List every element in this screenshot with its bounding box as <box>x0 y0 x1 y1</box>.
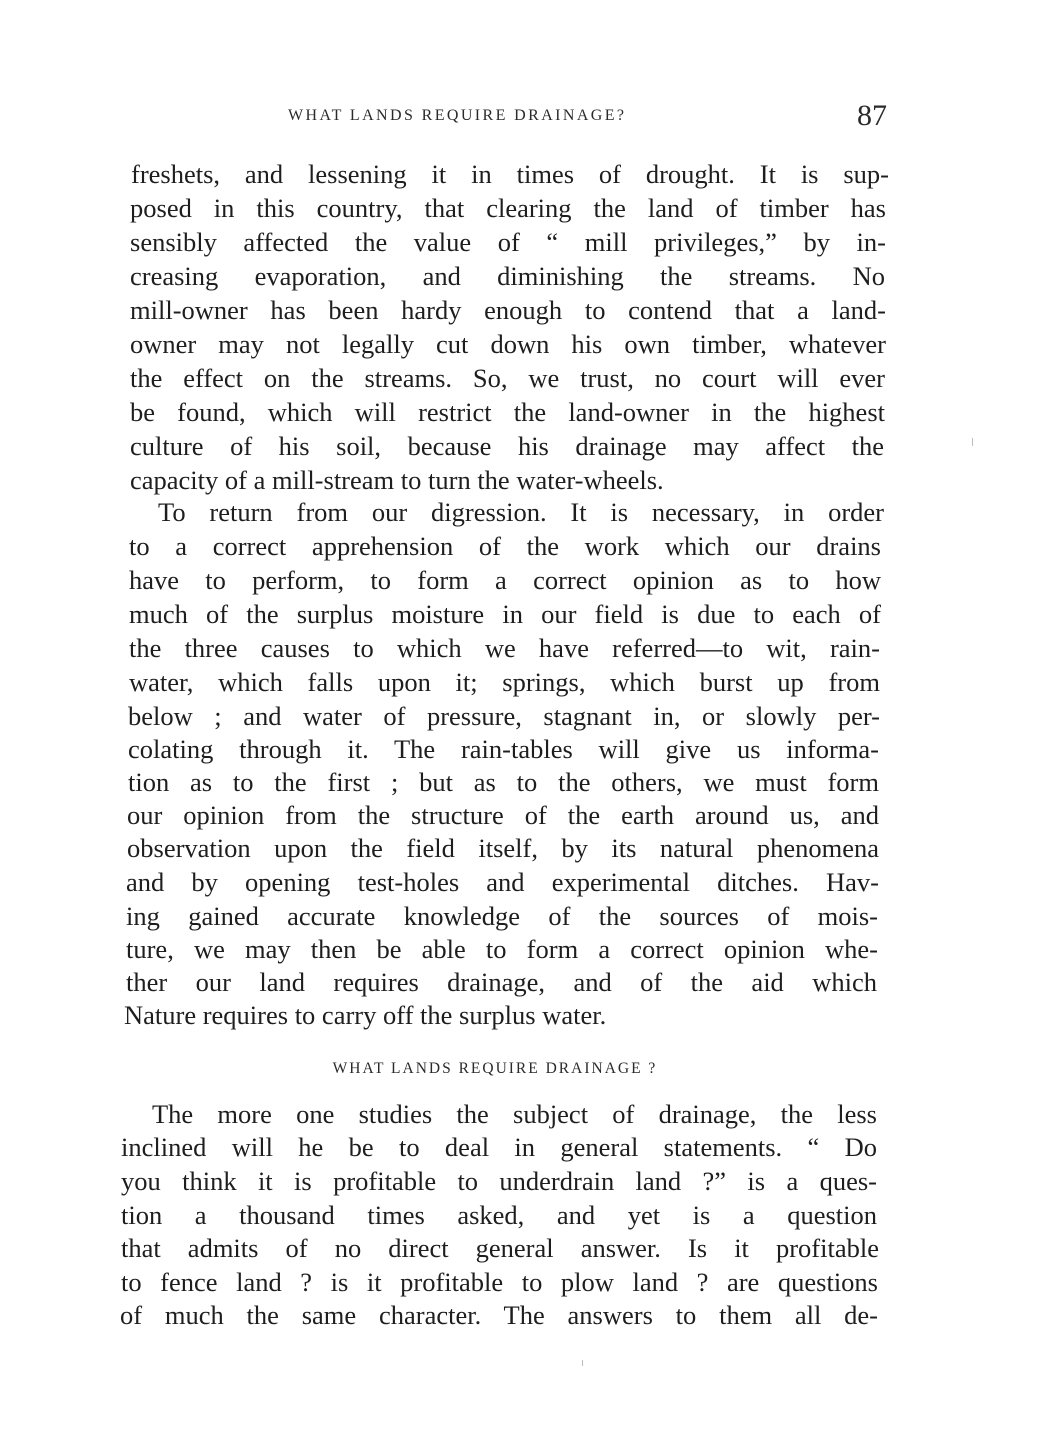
text-line: sensibly affected the value of “ mill privileges,” by in- <box>130 227 886 257</box>
text-line: observation upon the field itself, by its natural phenomena <box>127 833 879 863</box>
scan-mark <box>582 1360 583 1366</box>
text-line: tion a thousand times asked, and yet is a question <box>121 1200 877 1230</box>
text-line: Nature requires to carry off the surplus water. <box>124 1000 607 1030</box>
text-line: the effect on the streams. So, we trust, no court will ever <box>130 363 885 393</box>
text-line: to fence land ? is it profitable to plow land ? are questions <box>121 1267 878 1297</box>
text-line: ing gained accurate knowledge of the sources of mois- <box>126 901 878 931</box>
text-line: freshets, and lessening it in times of drought. It is sup- <box>131 159 889 189</box>
text-line: to a correct apprehension of the work which our drains <box>129 531 881 561</box>
text-line: mill-owner has been hardy enough to contend that a land- <box>130 295 886 325</box>
text-line: posed in this country, that clearing the land of timber has <box>130 193 886 223</box>
text-line: you think it is profitable to underdrain land ?” is a ques- <box>121 1166 877 1196</box>
text-line: that admits of no direct general answer. Is it profitable <box>121 1233 879 1263</box>
running-head <box>120 99 890 137</box>
running-title: WHAT LANDS REQUIRE DRAINAGE? <box>288 107 627 124</box>
scan-mark <box>972 438 973 446</box>
text-line: below ; and water of pressure, stagnant in, or slowly per- <box>128 701 880 731</box>
text-line: culture of his soil, because his drainage may affect the <box>130 431 884 461</box>
text-line: the three causes to which we have referred—to wit, rain- <box>129 633 880 663</box>
text-line: water, which falls upon it; springs, which burst up from <box>129 667 880 697</box>
text-line: ture, we may then be able to form a correct opinion whe- <box>126 934 878 964</box>
text-line: inclined will he be to deal in general statements. “ Do <box>121 1132 877 1162</box>
page-number: 87 <box>857 99 887 132</box>
text-line: creasing evaporation, and diminishing the streams. No <box>130 261 885 291</box>
text-line: colating through it. The rain-tables will give us informa- <box>128 734 879 764</box>
text-line: tion as to the first ; but as to the others, we must form <box>128 767 879 797</box>
text-line: ther our land requires drainage, and of the aid which <box>126 967 877 997</box>
text-line: have to perform, to form a correct opinion as to how <box>129 565 881 595</box>
text-line: and by opening test-holes and experimental ditches. Hav- <box>126 867 879 897</box>
text-line: owner may not legally cut down his own timber, whatever <box>130 329 886 359</box>
text-line: capacity of a mill-stream to turn the water-wheels. <box>130 465 664 495</box>
text-line: be found, which will restrict the land-owner in the highest <box>130 397 885 427</box>
text-line: much of the surplus moisture in our field is due to each of <box>129 599 881 629</box>
section-heading: WHAT LANDS REQUIRE DRAINAGE ? <box>332 1060 658 1077</box>
text-line: The more one studies the subject of drainage, the less <box>152 1099 877 1129</box>
text-line: To return from our digression. It is necessary, in order <box>158 497 884 527</box>
text-line: of much the same character. The answers to them all de- <box>120 1300 878 1330</box>
text-line: our opinion from the structure of the earth around us, and <box>127 800 879 830</box>
